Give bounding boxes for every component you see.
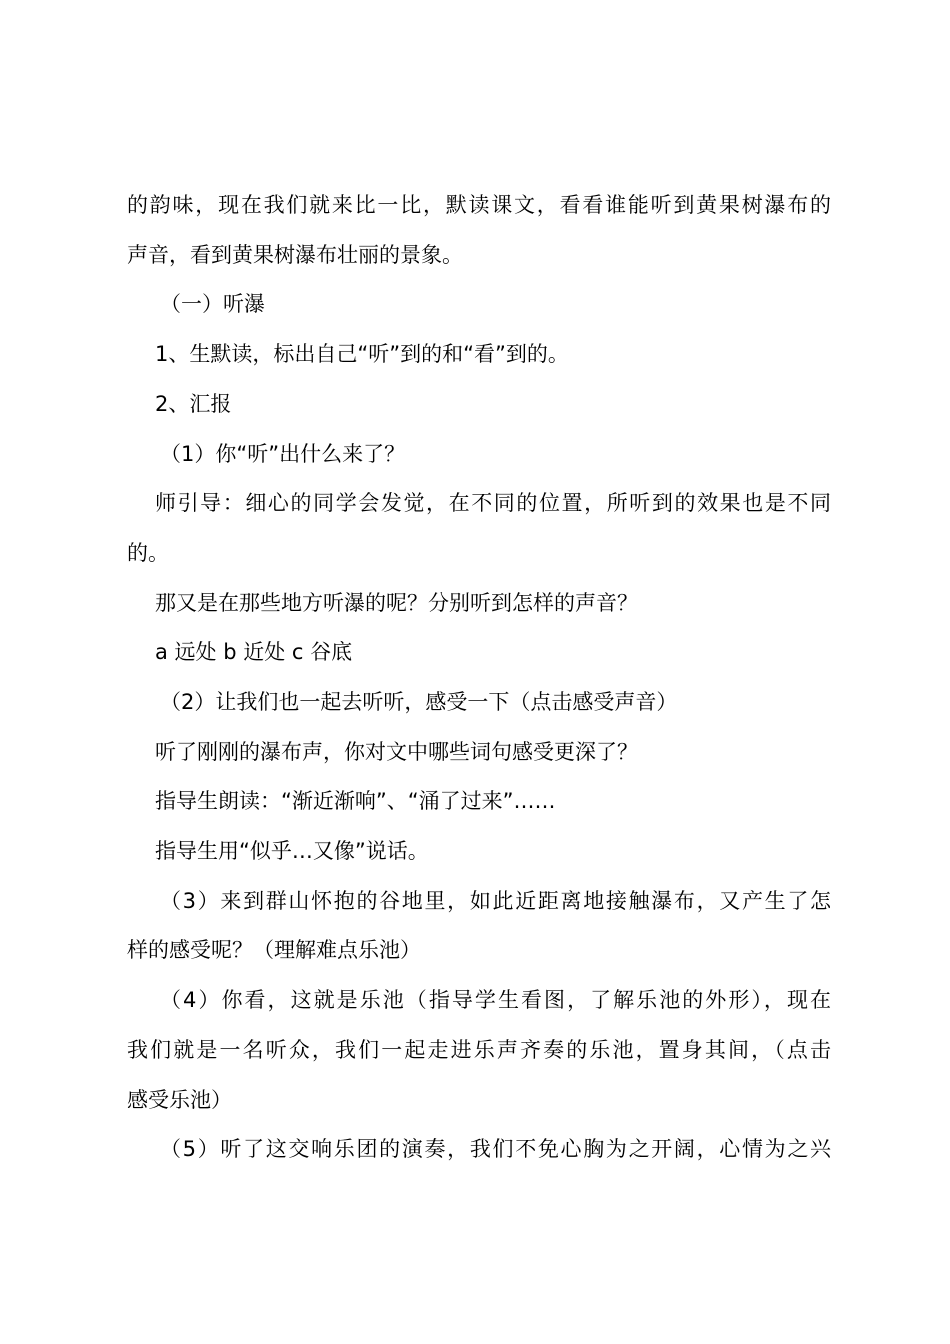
paragraph-line: （2）让我们也一起去听听，感受一下（点击感受声音） [160, 690, 678, 714]
paragraph-line: 的韵味，现在我们就来比一比，默读课文，看看谁能听到黄果树瀑布的 [127, 193, 831, 217]
paragraph-line: 指导生用“似乎…又像”说话。 [155, 839, 429, 863]
paragraph-line: 2、汇报 [155, 392, 232, 416]
paragraph-line: （1）你“听”出什么来了？ [160, 442, 406, 466]
paragraph-line: 样的感受呢？（理解难点乐池） [127, 938, 421, 962]
paragraph-line: （5）听了这交响乐团的演奏，我们不免心胸为之开阔，心情为之兴 [160, 1137, 831, 1161]
paragraph-line: （4）你看，这就是乐池（指导学生看图，了解乐池的外形），现在 [160, 988, 831, 1012]
paragraph-line: 感受乐池） [127, 1088, 232, 1112]
paragraph-line: 指导生朗读：“渐近渐响”、“涌了过来”…… [155, 789, 556, 813]
section-heading: （一）听瀑 [160, 292, 265, 316]
paragraph-line: 1、生默读，标出自己“听”到的和“看”到的。 [155, 342, 569, 366]
paragraph-line: 声音，看到黄果树瀑布壮丽的景象。 [127, 243, 463, 267]
paragraph-line: a 远处 b 近处 c 谷底 [155, 640, 353, 664]
paragraph-line: 我们就是一名听众，我们一起走进乐声齐奏的乐池，置身其间，（点击 [127, 1038, 831, 1062]
paragraph-line: 听了刚刚的瀑布声，你对文中哪些词句感受更深了？ [155, 740, 638, 764]
paragraph-line: （3）来到群山怀抱的谷地里，如此近距离地接触瀑布，又产生了怎 [160, 889, 831, 913]
paragraph-line: 那又是在那些地方听瀑的呢？分别听到怎样的声音？ [155, 591, 638, 615]
paragraph-line: 师引导：细心的同学会发觉，在不同的位置，所听到的效果也是不同 [155, 491, 831, 515]
paragraph-line: 的。 [127, 541, 169, 565]
